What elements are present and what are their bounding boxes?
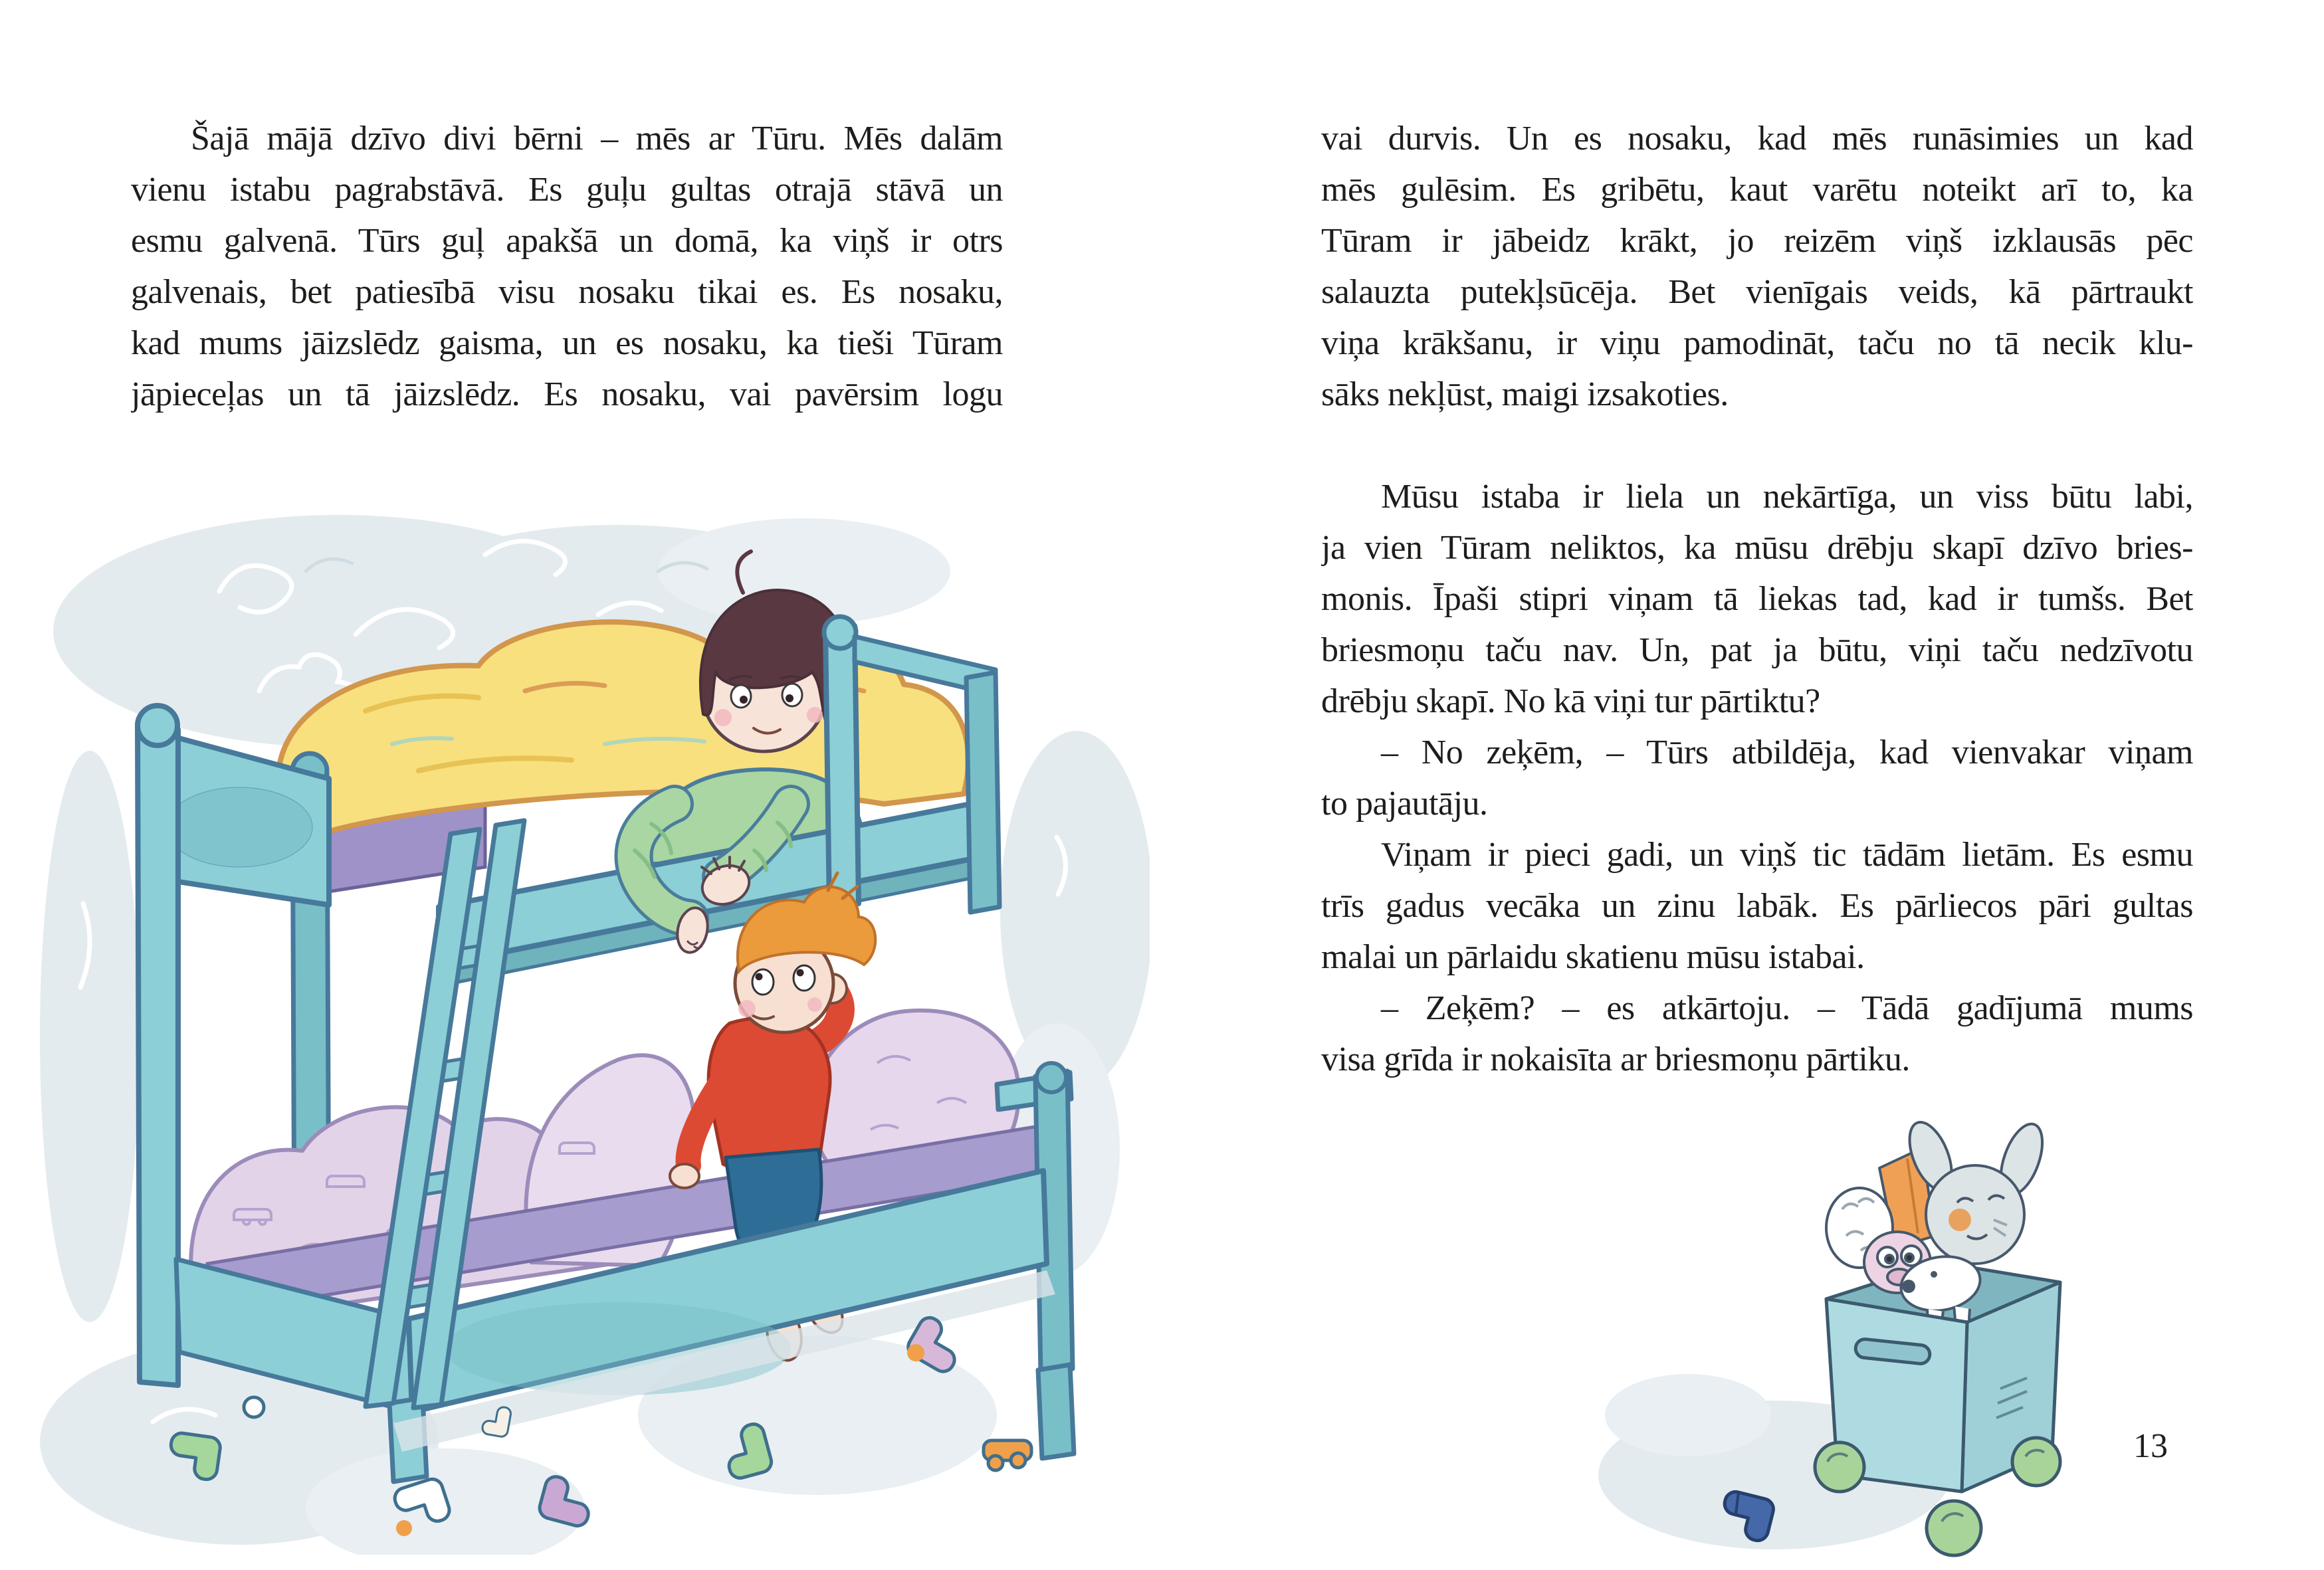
text-line: sāks nekļūst, maigi izsakoties. (1321, 375, 1729, 413)
text-line: – Zeķēm? – es atkārtoju. – Tādā gadījumā mums (1381, 989, 2193, 1027)
text-line: ja vien Tūram neliktos, ka mūsu drēbju skapī dzīvo bries- (1321, 529, 2193, 567)
text-line: – No zeķēm, – Tūrs atbildēja, kad vienvakar viņam (1381, 734, 2193, 771)
page-number: 13 (2133, 1427, 2168, 1465)
toy-car (984, 1440, 1031, 1470)
text-line: Tūram ir jābeidz krākt, jo reizēm viņš izklausās pēc (1321, 222, 2193, 260)
text-line: vienu istabu pagrabstāvā. Es guļu gultas otrajā stāvā un (131, 171, 1003, 209)
text-line: vai durvis. Un es nosaku, kad mēs runāsimies un kad (1321, 120, 2193, 157)
text-line: drēbju skapī. No kā viņi tur pārtiktu? (1321, 682, 1820, 720)
bunk-bed-illustration (20, 492, 1150, 1555)
toy-box-illustration (1595, 1103, 2100, 1568)
text-line: to pajautāju. (1321, 785, 1488, 823)
text-line: Viņam ir pieci gadi, un viņš tic tādām lietām. Es esmu (1381, 836, 2193, 874)
left-page-text (131, 113, 1003, 420)
paper-scrap (244, 1397, 264, 1417)
text-line: salauzta putekļsūcēja. Bet vienīgais veids, kā pārtraukt (1321, 273, 2193, 311)
text-line: monis. Īpaši stipri viņam tā liekas tad, kad ir tumšs. Bet (1321, 580, 2193, 618)
text-line: briesmoņu taču nav. Un, pat ja būtu, viņi taču nedzīvotu (1321, 631, 2193, 669)
text-line: trīs gadus vecāka un zinu labāk. Es pārliecos pāri gultas (1321, 887, 2193, 925)
text-line: visa grīda ir nokaisīta ar briesmoņu pārtiku. (1321, 1040, 1910, 1078)
text-line: malai un pārlaidu skatienu mūsu istabai. (1321, 938, 1865, 976)
text-line: jāpieceļas un tā jāizslēdz. Es nosaku, vai pavērsim logu (131, 375, 1003, 413)
text-line: viņa krākšanu, ir viņu pamodināt, taču no tā necik klu- (1321, 324, 2193, 362)
text-line: galvenais, bet patiesībā visu nosaku tikai es. Es nosaku, (131, 273, 1003, 311)
text-line: esmu galvenā. Tūrs guļ apakšā un domā, ka viņš ir otrs (131, 222, 1003, 260)
text-line: mēs gulēsim. Es gribētu, kaut varētu noteikt arī to, ka (1321, 171, 2193, 209)
text-line: Mūsu istaba ir liela un nekārtīga, un viss būtu labi, (1381, 478, 2193, 516)
right-page-text (1321, 113, 2193, 1085)
text-line: kad mums jāizslēdz gaisma, un es nosaku, ka tieši Tūram (131, 324, 1003, 362)
text-line: Šajā mājā dzīvo divi bērni – mēs ar Tūru. Mēs dalām (191, 120, 1003, 157)
